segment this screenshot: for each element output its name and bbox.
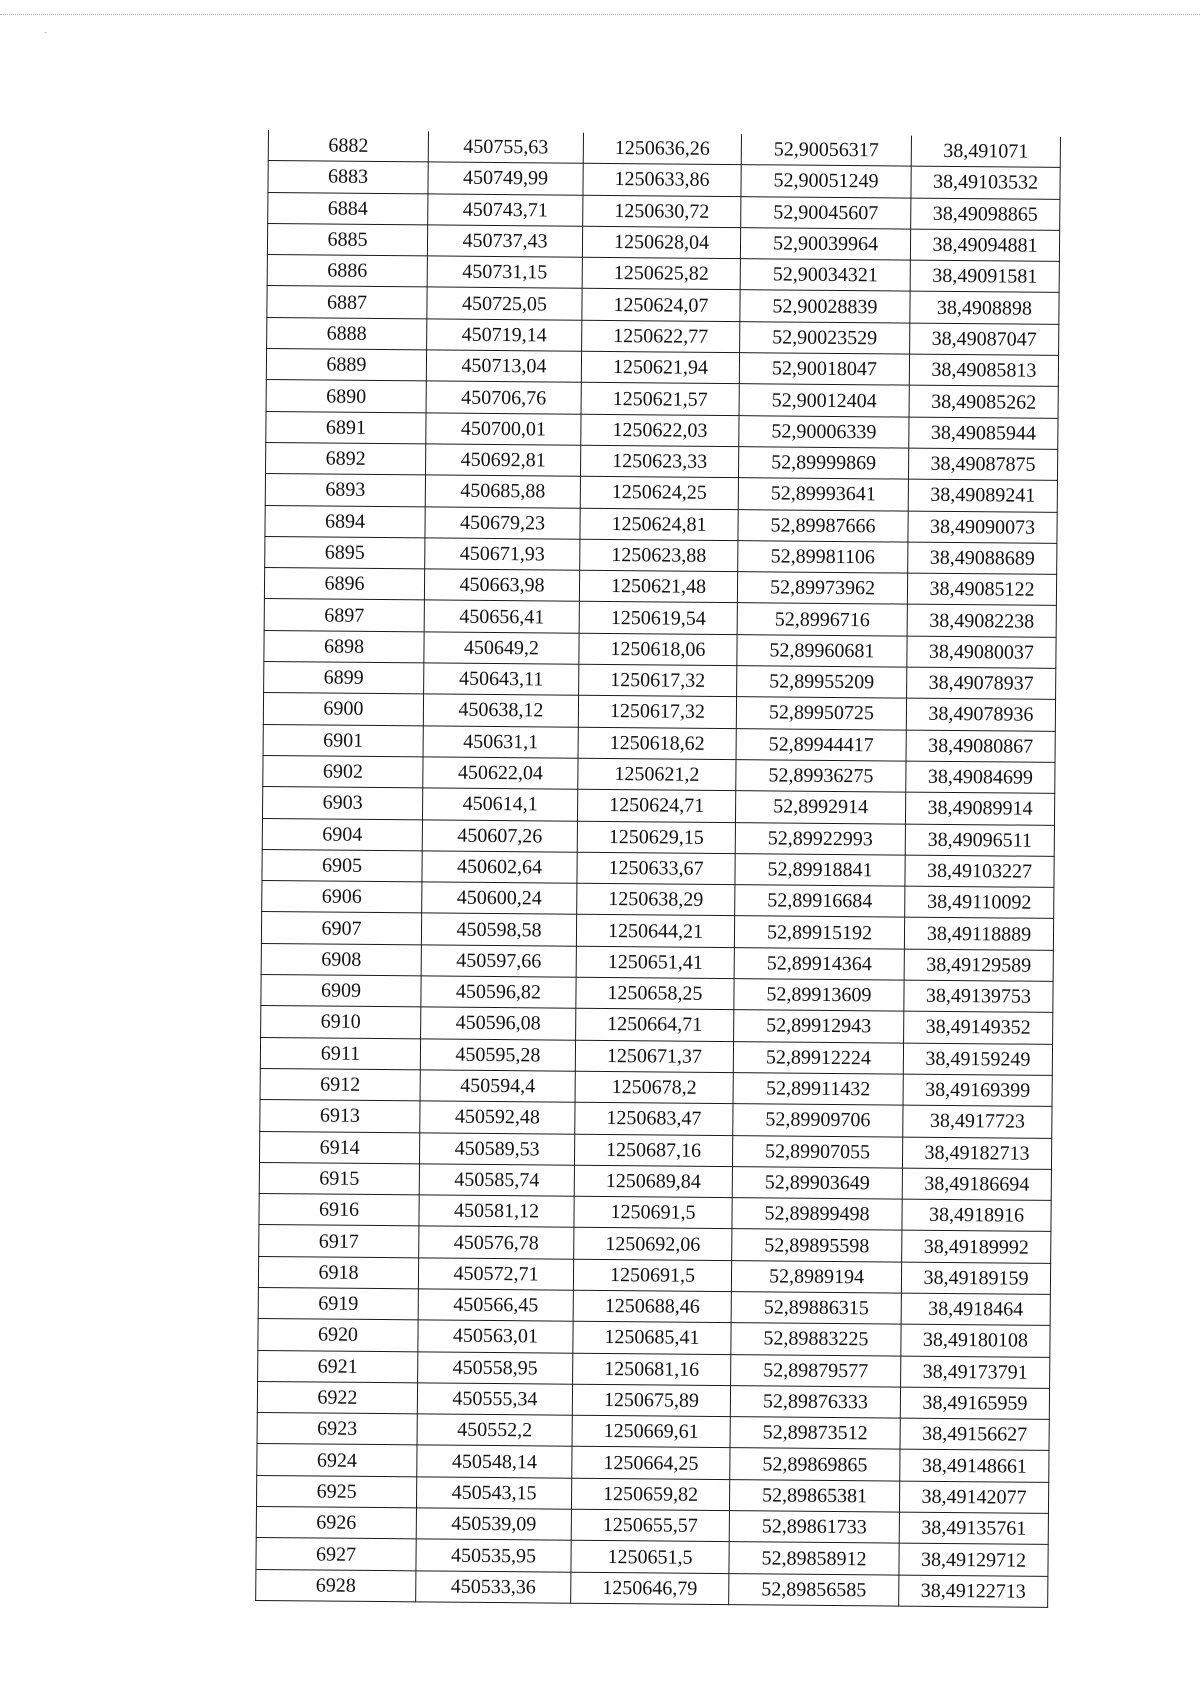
x-coordinate-cell: 450589,53 <box>419 1132 574 1165</box>
longitude-cell: 38,4918916 <box>902 1199 1051 1232</box>
longitude-cell: 38,49129712 <box>899 1543 1048 1576</box>
point-number-cell: 6882 <box>268 130 428 162</box>
latitude-cell: 52,89856585 <box>729 1573 899 1606</box>
y-coordinate-cell: 1250646,79 <box>571 1572 729 1605</box>
x-coordinate-cell: 450552,2 <box>417 1414 572 1447</box>
y-coordinate-cell: 1250621,94 <box>581 351 739 384</box>
y-coordinate-cell: 1250622,77 <box>582 320 740 353</box>
y-coordinate-cell: 1250683,47 <box>575 1102 733 1135</box>
latitude-cell: 52,8989194 <box>731 1260 901 1293</box>
y-coordinate-cell: 1250624,81 <box>580 508 738 541</box>
x-coordinate-cell: 450713,04 <box>426 350 581 383</box>
x-coordinate-cell: 450679,23 <box>425 506 580 539</box>
latitude-cell: 52,8992914 <box>735 791 905 824</box>
scan-speck <box>44 32 47 33</box>
y-coordinate-cell: 1250636,26 <box>583 133 741 165</box>
latitude-cell: 52,89973962 <box>737 572 907 605</box>
longitude-cell: 38,49103227 <box>905 855 1054 888</box>
latitude-cell: 52,89912224 <box>733 1041 903 1074</box>
y-coordinate-cell: 1250659,82 <box>571 1478 729 1511</box>
latitude-cell: 52,89914364 <box>734 947 904 980</box>
y-coordinate-cell: 1250633,86 <box>583 164 741 197</box>
point-number-cell: 6917 <box>259 1225 419 1258</box>
y-coordinate-cell: 1250638,29 <box>577 883 735 916</box>
y-coordinate-cell: 1250622,03 <box>581 414 739 447</box>
y-coordinate-cell: 1250628,04 <box>582 226 740 259</box>
point-number-cell: 6928 <box>256 1569 416 1602</box>
longitude-cell: 38,49118889 <box>904 918 1053 951</box>
longitude-cell: 38,49182713 <box>902 1137 1051 1170</box>
latitude-cell: 52,89886315 <box>731 1292 901 1325</box>
y-coordinate-cell: 1250664,25 <box>572 1447 730 1480</box>
latitude-cell: 52,89950725 <box>736 697 906 730</box>
y-coordinate-cell: 1250658,25 <box>576 977 734 1010</box>
longitude-cell: 38,49189992 <box>902 1230 1051 1263</box>
x-coordinate-cell: 450725,05 <box>427 287 582 320</box>
longitude-cell: 38,49090073 <box>908 511 1057 544</box>
x-coordinate-cell: 450581,12 <box>419 1195 574 1228</box>
longitude-cell: 38,49189159 <box>901 1262 1050 1295</box>
point-number-cell: 6926 <box>256 1507 416 1540</box>
point-number-cell: 6888 <box>267 317 427 350</box>
latitude-cell: 52,89999869 <box>738 447 908 480</box>
latitude-cell: 52,89993641 <box>738 478 908 511</box>
point-number-cell: 6908 <box>261 943 421 976</box>
x-coordinate-cell: 450598,58 <box>421 913 576 946</box>
point-number-cell: 6925 <box>256 1475 416 1508</box>
longitude-cell: 38,49087875 <box>908 448 1057 481</box>
longitude-cell: 38,49169399 <box>903 1074 1052 1107</box>
longitude-cell: 38,49142077 <box>899 1481 1048 1514</box>
longitude-cell: 38,491071 <box>911 136 1060 168</box>
point-number-cell: 6887 <box>267 286 427 319</box>
point-number-cell: 6885 <box>267 223 427 256</box>
point-number-cell: 6895 <box>265 536 425 569</box>
y-coordinate-cell: 1250685,41 <box>573 1321 731 1354</box>
scan-top-edge <box>0 14 1200 15</box>
point-number-cell: 6907 <box>261 912 421 945</box>
point-number-cell: 6897 <box>264 599 424 632</box>
longitude-cell: 38,49129589 <box>904 949 1053 982</box>
point-number-cell: 6891 <box>266 411 426 444</box>
x-coordinate-cell: 450548,14 <box>417 1445 572 1478</box>
table-row <box>256 1569 1048 1607</box>
latitude-cell: 52,90018047 <box>739 353 909 386</box>
longitude-cell: 38,49103532 <box>911 166 1060 199</box>
latitude-cell: 52,89895598 <box>732 1229 902 1262</box>
latitude-cell: 52,89869865 <box>730 1448 900 1481</box>
point-number-cell: 6883 <box>268 161 428 194</box>
point-number-cell: 6922 <box>257 1381 417 1414</box>
y-coordinate-cell: 1250629,15 <box>577 821 735 854</box>
latitude-cell: 52,90051249 <box>741 165 911 198</box>
x-coordinate-cell: 450706,76 <box>426 381 581 414</box>
latitude-cell: 52,89903649 <box>732 1166 902 1199</box>
coordinates-table <box>255 130 1061 1608</box>
x-coordinate-cell: 450692,81 <box>425 444 580 477</box>
y-coordinate-cell: 1250664,71 <box>576 1009 734 1042</box>
y-coordinate-cell: 1250619,54 <box>579 602 737 635</box>
x-coordinate-cell: 450566,45 <box>418 1289 573 1322</box>
longitude-cell: 38,49084699 <box>906 761 1055 794</box>
latitude-cell: 52,90039964 <box>740 228 910 261</box>
x-coordinate-cell: 450638,12 <box>423 694 578 727</box>
y-coordinate-cell: 1250630,72 <box>583 195 741 228</box>
y-coordinate-cell: 1250687,16 <box>574 1134 732 1167</box>
latitude-cell: 52,89899498 <box>732 1198 902 1231</box>
x-coordinate-cell: 450663,98 <box>424 569 579 602</box>
point-number-cell: 6920 <box>258 1319 418 1352</box>
x-coordinate-cell: 450592,48 <box>420 1101 575 1134</box>
x-coordinate-cell: 450602,64 <box>422 851 577 884</box>
y-coordinate-cell: 1250689,84 <box>574 1165 732 1198</box>
x-coordinate-cell: 450596,08 <box>421 1007 576 1040</box>
point-number-cell: 6904 <box>262 818 422 851</box>
latitude-cell: 52,8996716 <box>737 603 907 636</box>
point-number-cell: 6894 <box>265 505 425 538</box>
y-coordinate-cell: 1250621,2 <box>578 758 736 791</box>
point-number-cell: 6912 <box>260 1068 420 1101</box>
point-number-cell: 6899 <box>264 662 424 695</box>
longitude-cell: 38,49096511 <box>905 824 1054 857</box>
y-coordinate-cell: 1250681,16 <box>573 1353 731 1386</box>
point-number-cell: 6919 <box>258 1287 418 1320</box>
x-coordinate-cell: 450543,15 <box>416 1477 571 1510</box>
y-coordinate-cell: 1250678,2 <box>575 1071 733 1104</box>
point-number-cell: 6905 <box>262 849 422 882</box>
longitude-cell: 38,49088689 <box>908 542 1057 575</box>
point-number-cell: 6913 <box>260 1100 420 1133</box>
point-number-cell: 6901 <box>263 724 423 757</box>
coordinates-table-body <box>256 130 1061 1607</box>
latitude-cell: 52,89876333 <box>730 1385 900 1418</box>
x-coordinate-cell: 450600,24 <box>422 882 577 915</box>
latitude-cell: 52,89858912 <box>729 1542 899 1575</box>
latitude-cell: 52,89861733 <box>729 1511 899 1544</box>
x-coordinate-cell: 450594,4 <box>420 1070 575 1103</box>
x-coordinate-cell: 450731,15 <box>427 256 582 289</box>
longitude-cell: 38,49085813 <box>909 354 1058 387</box>
x-coordinate-cell: 450535,95 <box>416 1539 571 1572</box>
point-number-cell: 6916 <box>259 1194 419 1227</box>
x-coordinate-cell: 450563,01 <box>418 1320 573 1353</box>
x-coordinate-cell: 450533,36 <box>416 1571 571 1604</box>
longitude-cell: 38,49087047 <box>910 323 1059 356</box>
latitude-cell: 52,89922993 <box>735 822 905 855</box>
y-coordinate-cell: 1250691,5 <box>574 1196 732 1229</box>
point-number-cell: 6914 <box>259 1131 419 1164</box>
point-number-cell: 6886 <box>267 255 427 288</box>
point-number-cell: 6910 <box>261 1006 421 1039</box>
point-number-cell: 6906 <box>262 881 422 914</box>
x-coordinate-cell: 450671,93 <box>425 538 580 571</box>
longitude-cell: 38,49122713 <box>899 1575 1048 1608</box>
latitude-cell: 52,89936275 <box>736 760 906 793</box>
longitude-cell: 38,49085944 <box>909 417 1058 450</box>
x-coordinate-cell: 450576,78 <box>419 1226 574 1259</box>
longitude-cell: 38,49091581 <box>910 260 1059 293</box>
x-coordinate-cell: 450595,28 <box>420 1038 575 1071</box>
latitude-cell: 52,89879577 <box>731 1354 901 1387</box>
latitude-cell: 52,89915192 <box>734 916 904 949</box>
y-coordinate-cell: 1250692,06 <box>574 1228 732 1261</box>
latitude-cell: 52,89987666 <box>738 509 908 542</box>
point-number-cell: 6923 <box>257 1413 417 1446</box>
x-coordinate-cell: 450755,63 <box>428 131 583 163</box>
point-number-cell: 6915 <box>259 1162 419 1195</box>
y-coordinate-cell: 1250669,61 <box>572 1415 730 1448</box>
x-coordinate-cell: 450656,41 <box>424 600 579 633</box>
x-coordinate-cell: 450719,14 <box>427 319 582 352</box>
point-number-cell: 6924 <box>257 1444 417 1477</box>
point-number-cell: 6902 <box>263 755 423 788</box>
latitude-cell: 52,89916684 <box>735 885 905 918</box>
latitude-cell: 52,89907055 <box>732 1135 902 1168</box>
y-coordinate-cell: 1250617,32 <box>579 664 737 697</box>
point-number-cell: 6896 <box>264 568 424 601</box>
longitude-cell: 38,49085122 <box>907 573 1056 606</box>
y-coordinate-cell: 1250621,48 <box>579 570 737 603</box>
x-coordinate-cell: 450749,99 <box>428 162 583 195</box>
latitude-cell: 52,89981106 <box>738 540 908 573</box>
latitude-cell: 52,89944417 <box>736 728 906 761</box>
x-coordinate-cell: 450700,01 <box>426 413 581 446</box>
latitude-cell: 52,90012404 <box>739 384 909 417</box>
point-number-cell: 6884 <box>268 192 428 225</box>
longitude-cell: 38,49080867 <box>906 730 1055 763</box>
longitude-cell: 38,49098865 <box>911 198 1060 231</box>
latitude-cell: 52,90056317 <box>741 134 911 166</box>
longitude-cell: 38,49078937 <box>907 667 1056 700</box>
x-coordinate-cell: 450572,71 <box>418 1258 573 1291</box>
longitude-cell: 38,49186694 <box>902 1168 1051 1201</box>
x-coordinate-cell: 450743,71 <box>428 193 583 226</box>
longitude-cell: 38,49080037 <box>907 636 1056 669</box>
latitude-cell: 52,89913609 <box>734 979 904 1012</box>
y-coordinate-cell: 1250618,62 <box>578 727 736 760</box>
longitude-cell: 38,49139753 <box>904 980 1053 1013</box>
y-coordinate-cell: 1250671,37 <box>575 1040 733 1073</box>
longitude-cell: 38,49180108 <box>901 1324 1050 1357</box>
x-coordinate-cell: 450585,74 <box>419 1164 574 1197</box>
point-number-cell: 6911 <box>260 1037 420 1070</box>
latitude-cell: 52,89909706 <box>733 1104 903 1137</box>
y-coordinate-cell: 1250691,5 <box>573 1259 731 1292</box>
latitude-cell: 52,90045607 <box>741 196 911 229</box>
latitude-cell: 52,90006339 <box>739 415 909 448</box>
y-coordinate-cell: 1250651,5 <box>571 1541 729 1574</box>
y-coordinate-cell: 1250655,57 <box>571 1509 729 1542</box>
point-number-cell: 6890 <box>266 380 426 413</box>
x-coordinate-cell: 450607,26 <box>422 819 577 852</box>
x-coordinate-cell: 450614,1 <box>422 788 577 821</box>
latitude-cell: 52,89960681 <box>737 634 907 667</box>
y-coordinate-cell: 1250651,41 <box>576 946 734 979</box>
x-coordinate-cell: 450649,2 <box>424 632 579 665</box>
latitude-cell: 52,89865381 <box>729 1479 899 1512</box>
point-number-cell: 6889 <box>266 349 426 382</box>
latitude-cell: 52,89918841 <box>735 853 905 886</box>
y-coordinate-cell: 1250624,71 <box>577 789 735 822</box>
x-coordinate-cell: 450597,66 <box>421 945 576 978</box>
x-coordinate-cell: 450622,04 <box>423 757 578 790</box>
point-number-cell: 6898 <box>264 630 424 663</box>
point-number-cell: 6893 <box>265 474 425 507</box>
point-number-cell: 6900 <box>263 693 423 726</box>
longitude-cell: 38,49094881 <box>910 229 1059 262</box>
x-coordinate-cell: 450737,43 <box>427 225 582 258</box>
y-coordinate-cell: 1250624,07 <box>582 289 740 322</box>
x-coordinate-cell: 450539,09 <box>416 1508 571 1541</box>
longitude-cell: 38,49110092 <box>905 886 1054 919</box>
latitude-cell: 52,89873512 <box>730 1417 900 1450</box>
longitude-cell: 38,49085262 <box>909 385 1058 418</box>
y-coordinate-cell: 1250675,89 <box>572 1384 730 1417</box>
latitude-cell: 52,90034321 <box>740 259 910 292</box>
longitude-cell: 38,49135761 <box>899 1512 1048 1545</box>
x-coordinate-cell: 450558,95 <box>418 1351 573 1384</box>
longitude-cell: 38,49149352 <box>904 1011 1053 1044</box>
longitude-cell: 38,49089241 <box>908 479 1057 512</box>
longitude-cell: 38,49089914 <box>905 792 1054 825</box>
point-number-cell: 6903 <box>262 787 422 820</box>
latitude-cell: 52,89955209 <box>737 666 907 699</box>
x-coordinate-cell: 450685,88 <box>425 475 580 508</box>
y-coordinate-cell: 1250618,06 <box>579 633 737 666</box>
longitude-cell: 38,49165959 <box>900 1387 1049 1420</box>
y-coordinate-cell: 1250644,21 <box>576 915 734 948</box>
point-number-cell: 6892 <box>266 442 426 475</box>
x-coordinate-cell: 450596,82 <box>421 976 576 1009</box>
y-coordinate-cell: 1250625,82 <box>582 257 740 290</box>
longitude-cell: 38,49173791 <box>901 1356 1050 1389</box>
longitude-cell: 38,4908898 <box>910 292 1059 325</box>
latitude-cell: 52,89883225 <box>731 1323 901 1356</box>
x-coordinate-cell: 450631,1 <box>423 726 578 759</box>
latitude-cell: 52,90023529 <box>740 321 910 354</box>
y-coordinate-cell: 1250624,25 <box>580 477 738 510</box>
point-number-cell: 6927 <box>256 1538 416 1571</box>
y-coordinate-cell: 1250623,33 <box>580 445 738 478</box>
longitude-cell: 38,49078936 <box>906 698 1055 731</box>
point-number-cell: 6921 <box>258 1350 418 1383</box>
point-number-cell: 6918 <box>258 1256 418 1289</box>
y-coordinate-cell: 1250623,88 <box>580 539 738 572</box>
y-coordinate-cell: 1250617,32 <box>578 696 736 729</box>
y-coordinate-cell: 1250633,67 <box>577 852 735 885</box>
longitude-cell: 38,49148661 <box>900 1450 1049 1483</box>
longitude-cell: 38,49159249 <box>903 1043 1052 1076</box>
x-coordinate-cell: 450643,11 <box>424 663 579 696</box>
latitude-cell: 52,90028839 <box>740 290 910 323</box>
x-coordinate-cell: 450555,34 <box>417 1383 572 1416</box>
longitude-cell: 38,49082238 <box>907 605 1056 638</box>
longitude-cell: 38,49156627 <box>900 1418 1049 1451</box>
point-number-cell: 6909 <box>261 974 421 1007</box>
latitude-cell: 52,89911432 <box>733 1073 903 1106</box>
y-coordinate-cell: 1250688,46 <box>573 1290 731 1323</box>
y-coordinate-cell: 1250621,57 <box>581 383 739 416</box>
latitude-cell: 52,89912943 <box>734 1010 904 1043</box>
longitude-cell: 38,4917723 <box>903 1105 1052 1138</box>
longitude-cell: 38,4918464 <box>901 1293 1050 1326</box>
